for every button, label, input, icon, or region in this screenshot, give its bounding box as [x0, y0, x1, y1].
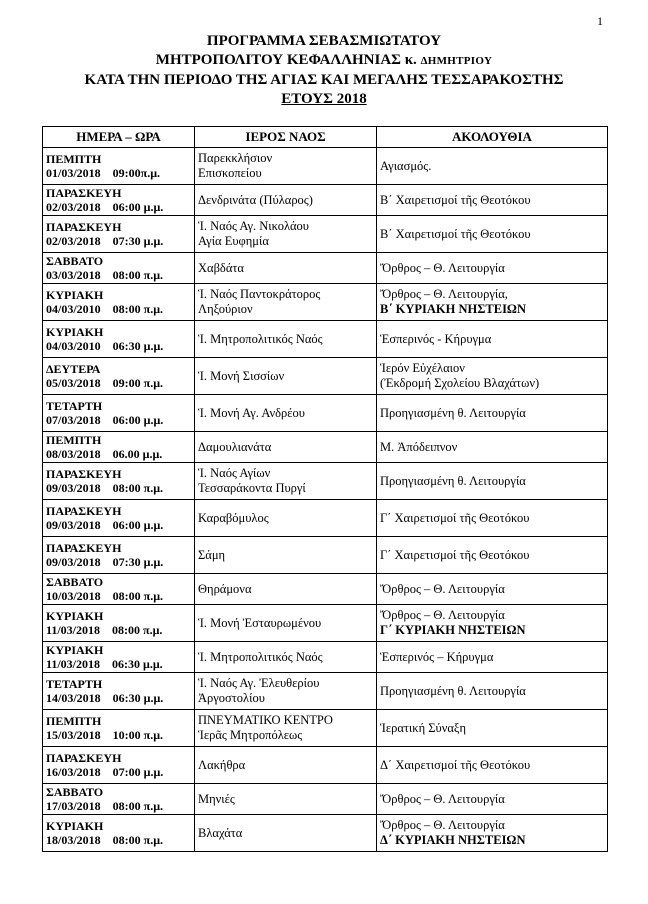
church-line: Ἱ. Μητροπολιτικός Ναός	[198, 331, 323, 346]
church-line: Ἱ. Ναός Παντοκράτορος	[198, 287, 321, 301]
time-value: 07:30 μ.μ.	[112, 234, 164, 248]
date-time-line	[46, 518, 191, 533]
date-time-line	[46, 234, 191, 249]
day-name: ΠΑΡΑΣΚΕΥΗ	[46, 750, 122, 765]
schedule-table	[42, 126, 608, 852]
date-time-line	[46, 447, 191, 462]
service-cell	[377, 710, 608, 747]
column-header-service: ΑΚΟΛΟΥΘΙΑ	[377, 127, 608, 148]
service-line: Ὄρθρος – Θ. Λειτουργία	[380, 260, 505, 275]
church-cell	[195, 321, 377, 358]
church-line: Δενδρινάτα (Πύλαρος)	[198, 192, 313, 207]
day-name: ΠΑΡΑΣΚΕΥΗ	[46, 540, 122, 555]
date-value: 07/03/2018	[46, 413, 101, 427]
date-value: 04/03/2010	[46, 302, 101, 316]
church-line: Ληξούριον	[198, 302, 253, 316]
service-line: Προηγιασμένη θ. Λειτουργία	[380, 405, 526, 420]
header-line-2	[0, 51, 648, 71]
day-name: ΚΥΡΙΑΚΗ	[46, 324, 104, 339]
date-time-line	[46, 166, 191, 181]
service-cell	[377, 395, 608, 432]
day-name: ΚΥΡΙΑΚΗ	[46, 608, 104, 623]
day-name: ΠΕΜΠΤΗ	[46, 432, 102, 447]
date-value: 05/03/2018	[46, 376, 101, 390]
date-time-line	[46, 589, 191, 604]
day-time-cell	[43, 216, 195, 253]
time-value: 06:00 μ.μ.	[112, 413, 164, 427]
church-line: ΠΝΕΥΜΑΤΙΚΟ ΚΕΝΤΡΟ	[198, 713, 333, 727]
time-value: 06:30 μ.μ.	[112, 691, 164, 705]
time-value: 06:00 μ.μ.	[112, 518, 164, 532]
church-cell	[195, 432, 377, 463]
table-row	[43, 500, 608, 537]
day-name: ΠΑΡΑΣΚΕΥΗ	[46, 503, 122, 518]
time-value: 06.00 μ.μ.	[112, 447, 163, 461]
service-cell	[377, 358, 608, 395]
church-cell	[195, 784, 377, 815]
church-line: Ἱ. Μονή Ἐσταυρωμένου	[198, 615, 322, 630]
date-time-line	[46, 728, 191, 743]
column-header-church: ΙΕΡΟΣ ΝΑΟΣ	[195, 127, 377, 148]
church-cell	[195, 747, 377, 784]
day-name: ΣΑΒΒΑΤΟ	[46, 784, 104, 799]
table-header-row	[43, 127, 608, 148]
time-value: 09:00π.μ.	[112, 166, 161, 180]
church-cell	[195, 253, 377, 284]
service-cell	[377, 784, 608, 815]
church-line: Ἀργοστολίου	[198, 691, 265, 705]
church-cell	[195, 463, 377, 500]
sunday-of-lent-label: Δ΄ ΚΥΡΙΑΚΗ ΝΗΣΤΕΙΩΝ	[380, 833, 526, 847]
table-row	[43, 284, 608, 321]
service-line: Ὄρθρος – Θ. Λειτουργία	[380, 608, 505, 622]
church-line: Σάμη	[198, 547, 226, 562]
date-value: 15/03/2018	[46, 728, 101, 742]
day-time-cell	[43, 463, 195, 500]
table-row	[43, 432, 608, 463]
day-time-cell	[43, 642, 195, 673]
day-name: ΠΑΡΑΣΚΕΥΗ	[46, 185, 122, 200]
day-time-cell	[43, 784, 195, 815]
table-row	[43, 815, 608, 852]
service-cell	[377, 642, 608, 673]
church-cell	[195, 395, 377, 432]
time-value: 08:00 π.μ.	[112, 268, 164, 282]
church-line: Λακήθρα	[198, 757, 246, 772]
time-value: 07:00 μ.μ.	[112, 765, 164, 779]
date-time-line	[46, 413, 191, 428]
date-value: 14/03/2018	[46, 691, 101, 705]
table-row	[43, 185, 608, 216]
date-time-line	[46, 833, 191, 848]
service-cell	[377, 185, 608, 216]
sunday-of-lent-label: Β΄ ΚΥΡΙΑΚΗ ΝΗΣΤΕΙΩΝ	[380, 302, 526, 316]
date-value: 03/03/2018	[46, 268, 101, 282]
service-cell	[377, 815, 608, 852]
service-cell	[377, 747, 608, 784]
church-line: Θηράμονα	[198, 581, 252, 596]
church-line: Καραβόμυλος	[198, 510, 269, 525]
header-line-4: ΕΤΟΥΣ 2018	[281, 91, 367, 107]
date-time-line	[46, 339, 191, 354]
church-cell	[195, 710, 377, 747]
day-name: ΠΑΡΑΣΚΕΥΗ	[46, 219, 122, 234]
day-time-cell	[43, 321, 195, 358]
day-name: ΣΑΒΒΑΤΟ	[46, 574, 104, 589]
church-line: Χαβδάτα	[198, 260, 244, 275]
time-value: 08:00 π.μ.	[112, 833, 164, 847]
header-line-1: ΠΡΟΓΡΑΜΜΑ ΣΕΒΑΣΜΙΩΤΑΤΟΥ	[206, 33, 442, 49]
church-line: Ἱ. Ναός Αγ. Ἐλευθερίου	[198, 676, 320, 690]
table-row	[43, 537, 608, 574]
table-row	[43, 605, 608, 642]
day-time-cell	[43, 185, 195, 216]
date-value: 09/03/2018	[46, 518, 101, 532]
header-line-2-small: ΔΗΜΗΤΡΙΟΥ	[420, 55, 493, 67]
day-name: ΚΥΡΙΑΚΗ	[46, 642, 104, 657]
church-line: Επισκοπείου	[198, 166, 262, 180]
church-cell	[195, 673, 377, 710]
date-time-line	[46, 302, 191, 317]
church-cell	[195, 537, 377, 574]
table-row	[43, 253, 608, 284]
date-value: 04/03/2010	[46, 339, 101, 353]
date-value: 17/03/2018	[46, 799, 101, 813]
church-cell	[195, 216, 377, 253]
table-row	[43, 395, 608, 432]
church-line: Τεσσαράκοντα Πυργί	[198, 481, 306, 495]
church-cell	[195, 642, 377, 673]
service-cell	[377, 321, 608, 358]
service-line: Ἱερατική Σύναξη	[380, 720, 467, 735]
day-time-cell	[43, 815, 195, 852]
church-line: Βλαχάτα	[198, 825, 243, 840]
date-time-line	[46, 691, 191, 706]
service-line: Μ. Ἀπόδειπνον	[380, 439, 458, 454]
service-cell	[377, 253, 608, 284]
day-name: ΚΥΡΙΑΚΗ	[46, 287, 104, 302]
church-cell	[195, 185, 377, 216]
service-line: Ἑσπερινός - Κήρυγμα	[380, 331, 492, 346]
table-row	[43, 673, 608, 710]
service-line: Ἑσπερινός – Κήρυγμα	[380, 649, 494, 664]
time-value: 09:00 π.μ.	[112, 376, 164, 390]
church-line: Δαμουλιανάτα	[198, 439, 272, 454]
page-number: 1	[597, 14, 603, 28]
service-cell	[377, 500, 608, 537]
time-value: 08:00 π.μ.	[112, 799, 164, 813]
day-time-cell	[43, 432, 195, 463]
date-value: 09/03/2018	[46, 555, 101, 569]
church-line: Αγία Ευφημία	[198, 234, 269, 248]
sunday-of-lent-label: Γ΄ ΚΥΡΙΑΚΗ ΝΗΣΤΕΙΩΝ	[380, 623, 526, 637]
service-cell	[377, 432, 608, 463]
date-value: 02/03/2018	[46, 234, 101, 248]
day-time-cell	[43, 747, 195, 784]
date-value: 02/03/2018	[46, 200, 101, 214]
table-row	[43, 148, 608, 185]
day-name: ΚΥΡΙΑΚΗ	[46, 818, 104, 833]
day-time-cell	[43, 253, 195, 284]
date-value: 08/03/2018	[46, 447, 101, 461]
church-line: Ἱ. Μονή Σισσίων	[198, 368, 285, 383]
service-line: (Ἐκδρομή Σχολείου Βλαχάτων)	[380, 376, 540, 390]
church-cell	[195, 605, 377, 642]
day-name: ΠΕΜΠΤΗ	[46, 713, 102, 728]
date-time-line	[46, 481, 191, 496]
time-value: 06:30 μ.μ.	[112, 339, 164, 353]
column-header-day-time: ΗΜΕΡΑ – ΩΡΑ	[43, 127, 195, 148]
day-time-cell	[43, 537, 195, 574]
day-time-cell	[43, 574, 195, 605]
header-line-2-main: ΜΗΤΡΟΠΟΛΙΤΟΥ ΚΕΦΑΛΛΗΝΙΑΣ κ.	[155, 52, 421, 68]
date-value: 09/03/2018	[46, 481, 101, 495]
day-time-cell	[43, 395, 195, 432]
day-name: ΣΑΒΒΑΤΟ	[46, 253, 104, 268]
church-cell	[195, 500, 377, 537]
church-line: Ἱερᾶς Μητροπόλεως	[198, 728, 303, 742]
service-cell	[377, 605, 608, 642]
header-line-3: ΚΑΤΑ ΤΗΝ ΠΕΡΙΟΔΟ ΤΗΣ ΑΓΙΑΣ ΚΑΙ ΜΕΓΑΛΗΣ ΤΕΣΣΑΡΑΚΟΣΤΗΣ	[84, 72, 564, 88]
service-line: Ἱερόν Εὐχέλαιον	[380, 361, 465, 375]
church-line: Ἱ. Μητροπολιτικός Ναός	[198, 649, 323, 664]
date-value: 11/03/2018	[46, 657, 101, 671]
date-time-line	[46, 268, 191, 283]
church-cell	[195, 358, 377, 395]
church-cell	[195, 574, 377, 605]
service-line: Προηγιασμένη θ. Λειτουργία	[380, 473, 526, 488]
day-name: ΠΑΡΑΣΚΕΥΗ	[46, 466, 122, 481]
church-line: Παρεκκλήσιον	[198, 151, 273, 165]
day-time-cell	[43, 358, 195, 395]
time-value: 08:00 π.μ.	[112, 589, 164, 603]
service-line: Δ΄ Χαιρετισμοί τῆς Θεοτόκου	[380, 757, 531, 772]
service-cell	[377, 148, 608, 185]
table-row	[43, 642, 608, 673]
service-cell	[377, 284, 608, 321]
time-value: 07:30 μ.μ.	[112, 555, 164, 569]
church-line: Ἱ. Ναός Αγ. Νικολάου	[198, 219, 309, 233]
date-time-line	[46, 799, 191, 814]
day-time-cell	[43, 710, 195, 747]
day-name: ΤΕΤΑΡΤΗ	[46, 676, 103, 691]
day-name: ΤΕΤΑΡΤΗ	[46, 398, 103, 413]
time-value: 08:00 π.μ.	[112, 623, 163, 637]
service-cell	[377, 537, 608, 574]
table-row	[43, 747, 608, 784]
service-cell	[377, 574, 608, 605]
date-value: 10/03/2018	[46, 589, 101, 603]
table-row	[43, 321, 608, 358]
date-value: 18/03/2018	[46, 833, 101, 847]
day-time-cell	[43, 500, 195, 537]
service-line: Ὄρθρος – Θ. Λειτουργία	[380, 818, 505, 832]
time-value: 06:00 μ.μ.	[112, 200, 164, 214]
table-row	[43, 358, 608, 395]
service-line: Προηγιασμένη θ. Λειτουργία	[380, 683, 526, 698]
church-line: Μηνιές	[198, 791, 235, 806]
time-value: 10:00 π.μ.	[112, 728, 164, 742]
table-row	[43, 463, 608, 500]
service-cell	[377, 673, 608, 710]
service-line: Ὄρθρος – Θ. Λειτουργία	[380, 581, 505, 596]
day-time-cell	[43, 284, 195, 321]
service-line: Ὄρθρος – Θ. Λειτουργία,	[380, 287, 508, 301]
date-time-line	[46, 657, 191, 672]
service-line: Β΄ Χαιρετισμοί τῆς Θεοτόκου	[380, 226, 531, 241]
date-time-line	[46, 376, 191, 391]
church-cell	[195, 148, 377, 185]
date-value: 01/03/2018	[46, 166, 101, 180]
time-value: 08:00 π.μ.	[112, 302, 164, 316]
service-cell	[377, 463, 608, 500]
day-name: ΠΕΜΠΤΗ	[46, 151, 102, 166]
church-line: Ἱ. Μονή Αγ. Ανδρέου	[198, 405, 305, 420]
table-row	[43, 574, 608, 605]
day-time-cell	[43, 148, 195, 185]
day-name: ΔΕΥΤΕΡΑ	[46, 361, 101, 376]
date-value: 11/03/2018	[46, 623, 101, 637]
church-cell	[195, 815, 377, 852]
service-line: Γ΄ Χαιρετισμοί τῆς Θεοτόκου	[380, 510, 530, 525]
service-line: Β΄ Χαιρετισμοί τῆς Θεοτόκου	[380, 192, 531, 207]
service-line: Γ΄ Χαιρετισμοί τῆς Θεοτόκου	[380, 547, 530, 562]
date-time-line	[46, 765, 191, 780]
table-row	[43, 216, 608, 253]
time-value: 08:00 π.μ.	[112, 481, 164, 495]
date-time-line	[46, 623, 191, 638]
church-line: Ἱ. Ναός Αγίων	[198, 466, 271, 480]
date-value: 16/03/2018	[46, 765, 101, 779]
document-header	[0, 32, 648, 109]
service-cell	[377, 216, 608, 253]
service-line: Αγιασμός.	[380, 158, 432, 173]
day-time-cell	[43, 605, 195, 642]
service-line: Ὄρθρος – Θ. Λειτουργία	[380, 791, 505, 806]
church-cell	[195, 284, 377, 321]
schedule-body	[43, 148, 608, 852]
date-time-line	[46, 555, 191, 570]
date-time-line	[46, 200, 191, 215]
table-row	[43, 710, 608, 747]
time-value: 06:30 μ.μ.	[112, 657, 163, 671]
day-time-cell	[43, 673, 195, 710]
table-row	[43, 784, 608, 815]
